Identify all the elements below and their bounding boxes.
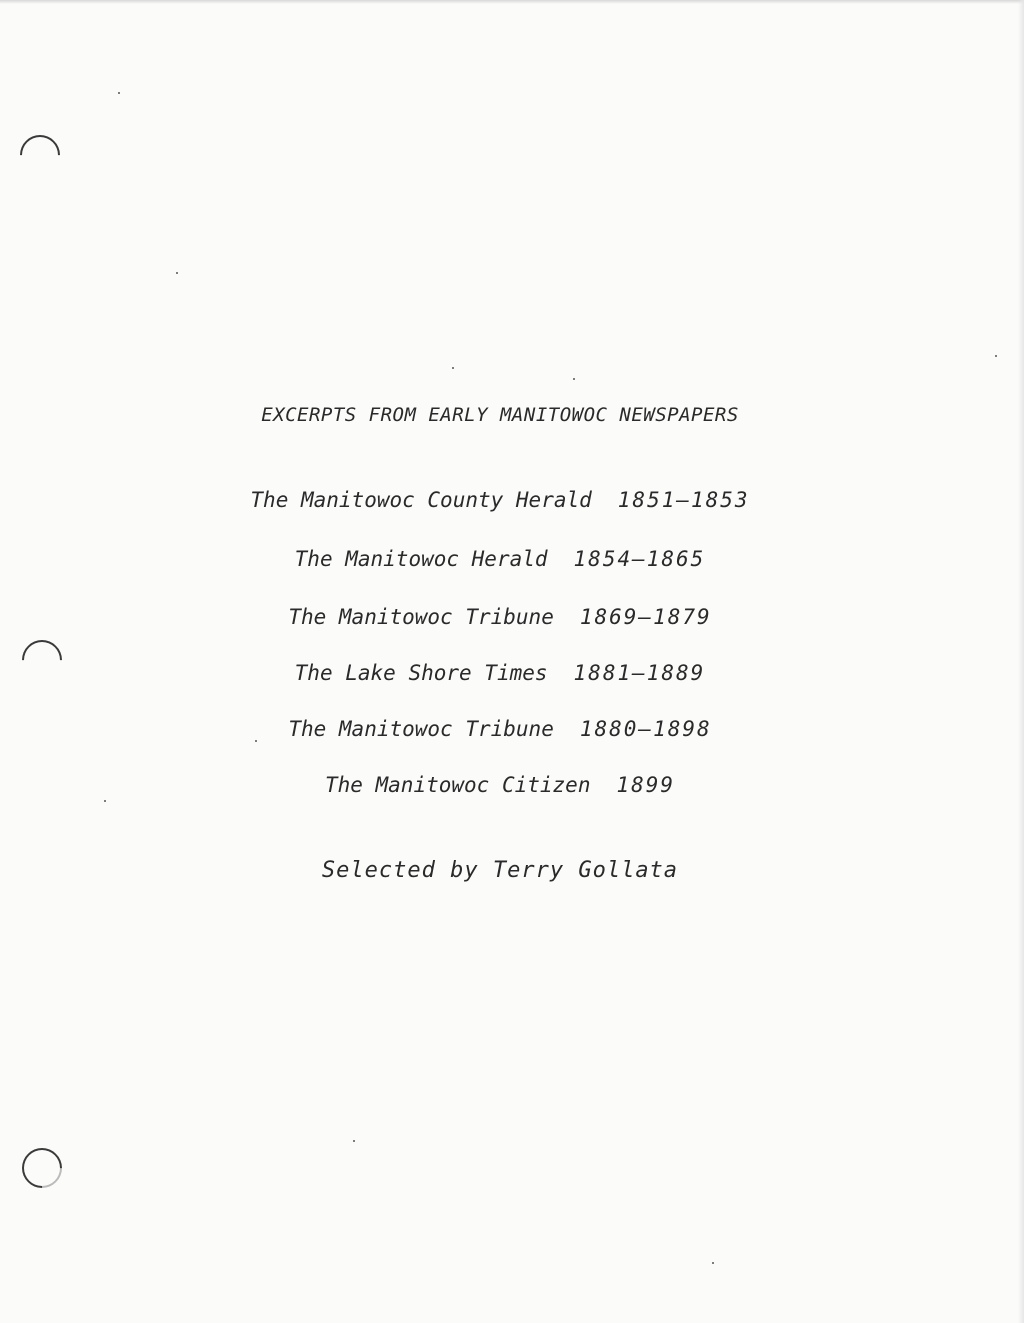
scan-speck (176, 272, 178, 274)
credit-line: Selected by Terry Gollata (321, 858, 679, 883)
scan-speck (573, 378, 575, 380)
scan-speck (995, 355, 997, 357)
scan-speck (452, 367, 454, 369)
document-heading: EXCERPTS FROM EARLY MANITOWOC NEWSPAPERS (261, 404, 739, 426)
newspaper-years: 1869—1879 (579, 605, 712, 629)
newspaper-entry (0, 773, 1000, 797)
newspaper-years: 1899 (616, 773, 676, 797)
newspaper-title: The Manitowoc Tribune (288, 605, 554, 629)
newspaper-title: The Manitowoc Herald (294, 547, 548, 571)
scan-speck (118, 92, 120, 94)
scan-speck (255, 740, 257, 742)
newspaper-title: The Manitowoc Citizen (324, 773, 591, 797)
scan-speck (104, 800, 106, 802)
scan-edge-right (1018, 0, 1024, 1323)
scan-speck (353, 1140, 355, 1142)
scan-speck (712, 1262, 714, 1264)
newspaper-years: 1880—1898 (579, 717, 712, 741)
newspaper-entry (0, 488, 1000, 512)
binder-hole-icon (12, 127, 69, 184)
newspaper-entry (0, 661, 1000, 685)
newspaper-years: 1851—1853 (617, 488, 750, 512)
scan-edge-top (0, 0, 1024, 4)
newspaper-title: The Manitowoc Tribune (288, 717, 554, 741)
newspaper-title: The Manitowoc County Herald (250, 488, 592, 512)
newspaper-entry (0, 547, 1000, 571)
newspaper-years: 1854—1865 (573, 547, 706, 571)
newspaper-title: The Lake Shore Times (294, 661, 548, 685)
newspaper-entry (0, 717, 1000, 741)
newspaper-years: 1881—1889 (573, 661, 706, 685)
binder-hole-icon (14, 1140, 71, 1197)
newspaper-entry (0, 605, 1000, 629)
